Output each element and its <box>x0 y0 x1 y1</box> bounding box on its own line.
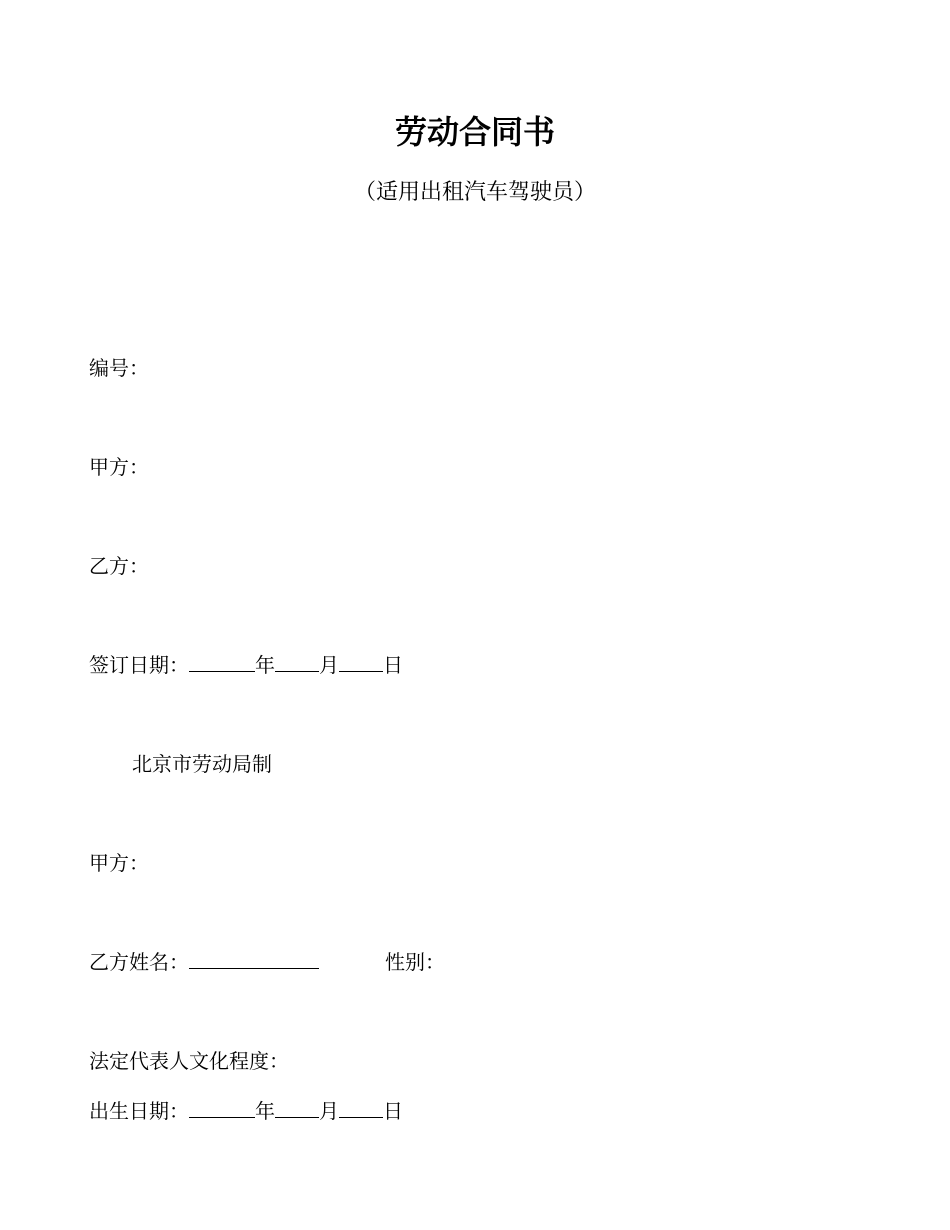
sign-year-unit: 年 <box>255 653 275 677</box>
birth-month-unit: 月 <box>319 1099 339 1123</box>
sign-date-label: 签订日期： <box>89 653 189 677</box>
document-subtitle: （适用出租汽车驾驶员） <box>353 180 596 205</box>
contract-number-label: 编号： <box>89 356 149 380</box>
party-b-name-line <box>89 948 445 976</box>
document-title: 劳动合同书 <box>394 113 555 151</box>
party-a-label: 甲方： <box>89 455 149 479</box>
birth-day-blank[interactable] <box>339 1097 383 1118</box>
sign-month-unit: 月 <box>319 653 339 677</box>
legal-rep-line <box>89 1047 289 1075</box>
birth-month-blank[interactable] <box>275 1097 319 1118</box>
sign-month-blank[interactable] <box>275 651 319 672</box>
birth-date-label: 出生日期： <box>89 1099 189 1123</box>
birth-year-blank[interactable] <box>189 1097 255 1118</box>
party-a-line-2 <box>89 849 149 877</box>
party-b-name-blank[interactable] <box>189 948 319 969</box>
sign-date-line <box>89 651 403 679</box>
party-b-line <box>89 552 149 580</box>
issuer-text: 北京市劳动局制 <box>132 752 272 776</box>
legal-rep-label: 法定代表人文化程度： <box>89 1049 289 1073</box>
issuer-line <box>132 750 272 778</box>
sign-day-blank[interactable] <box>339 651 383 672</box>
contract-number-line <box>89 354 149 382</box>
gender-label: 性别： <box>385 950 445 974</box>
party-b-label: 乙方： <box>89 554 149 578</box>
sign-year-blank[interactable] <box>189 651 255 672</box>
party-b-name-label: 乙方姓名： <box>89 950 189 974</box>
birth-day-unit: 日 <box>383 1099 403 1123</box>
birth-year-unit: 年 <box>255 1099 275 1123</box>
party-a-label-2: 甲方： <box>89 851 149 875</box>
birth-date-line <box>89 1097 403 1125</box>
party-a-line <box>89 453 149 481</box>
sign-day-unit: 日 <box>383 653 403 677</box>
